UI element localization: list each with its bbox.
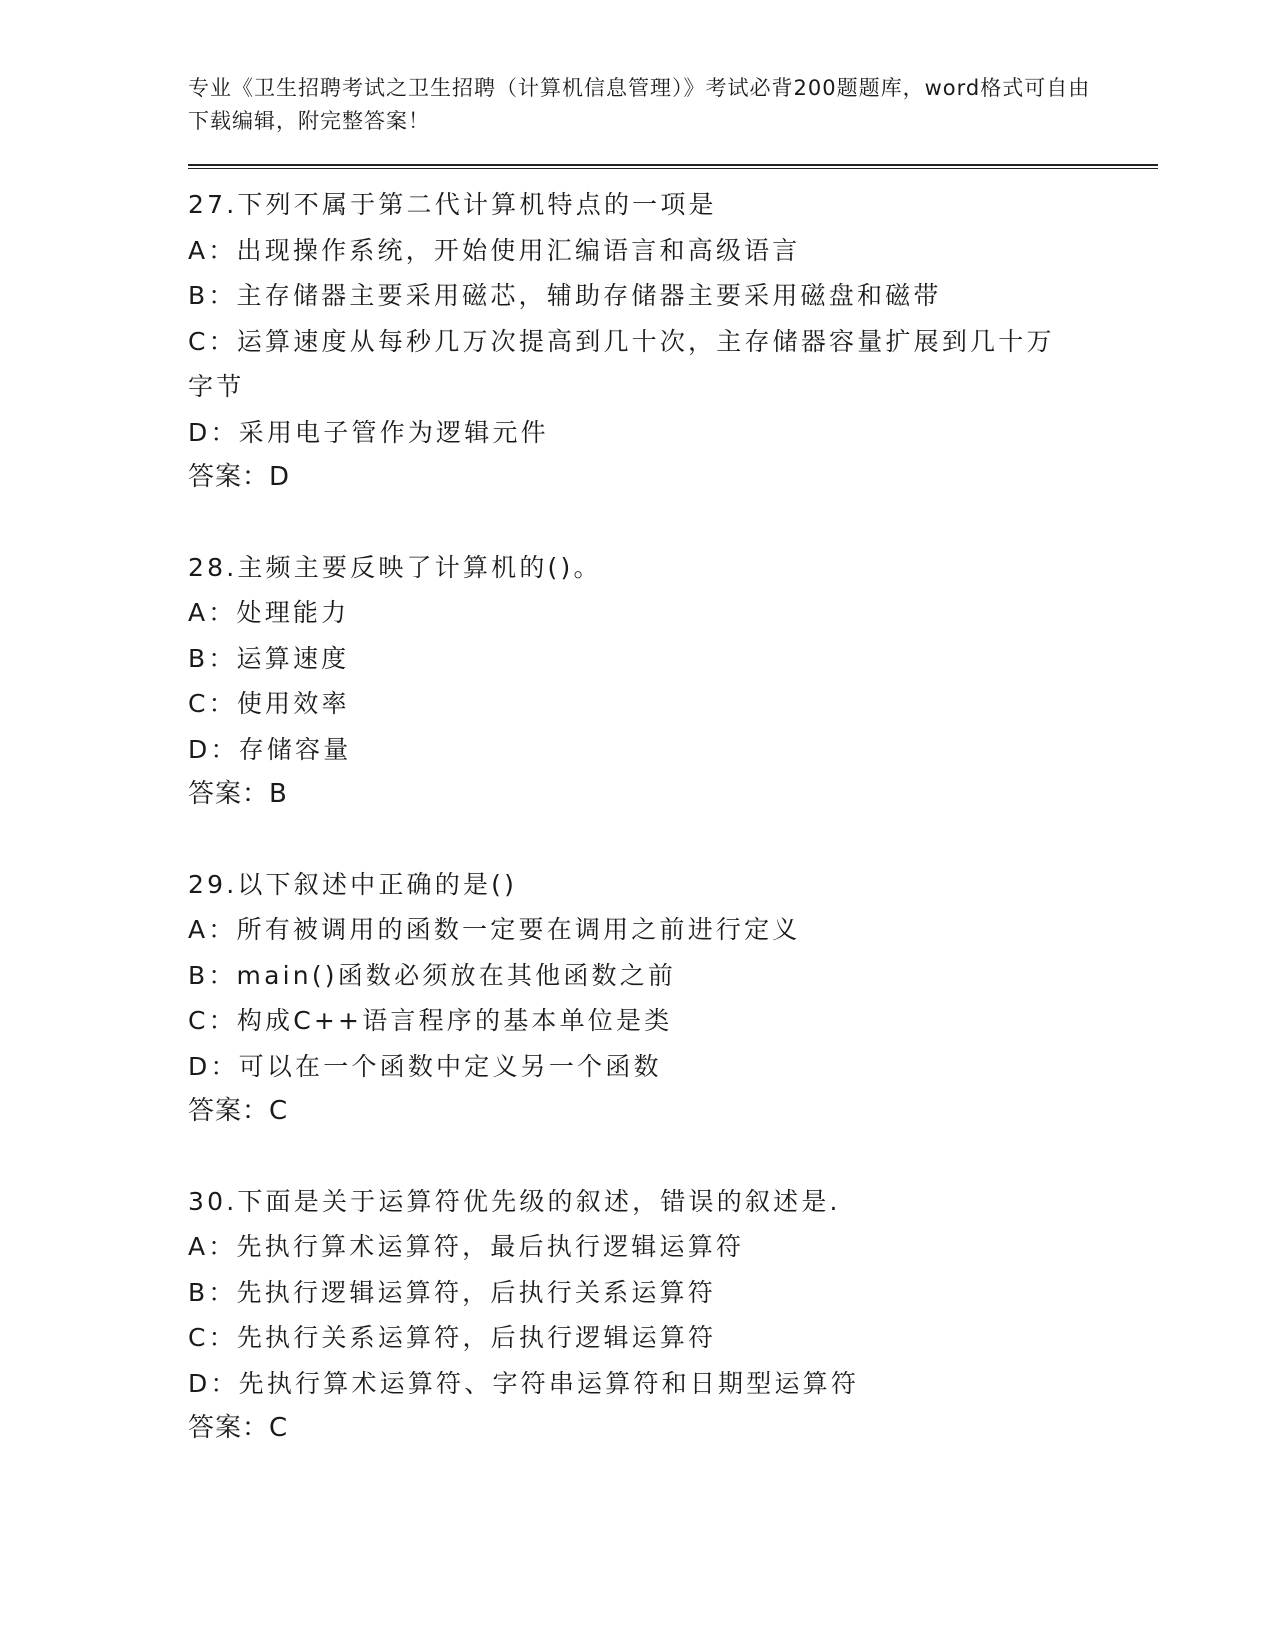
document-header: 专业《卫生招聘考试之卫生招聘（计算机信息管理）》考试必背200题题库，word格式可自由下载编辑，附完整答案！ — [188, 76, 1091, 133]
answer-label: 答案：C — [188, 1413, 289, 1443]
option-a: A：所有被调用的函数一定要在调用之前进行定义 — [188, 915, 801, 944]
option-b: B：main()函数必须放在其他函数之前 — [188, 960, 677, 990]
question-29 — [188, 862, 1158, 1135]
option-a: A：出现操作系统，开始使用汇编语言和高级语言 — [188, 235, 801, 265]
question-stem: 28.主频主要反映了计算机的()。 — [188, 552, 602, 582]
option-b: B：运算速度 — [188, 643, 350, 673]
option-c: C：构成C++语言程序的基本单位是类 — [188, 1006, 673, 1035]
question-stem: 29.以下叙述中正确的是() — [188, 869, 518, 899]
header-divider — [188, 164, 1158, 170]
option-b: B：先执行逻辑运算符，后执行关系运算符 — [188, 1277, 716, 1307]
option-d: D：可以在一个函数中定义另一个函数 — [188, 1051, 662, 1081]
option-a: A：处理能力 — [188, 598, 350, 627]
option-c: C：运算速度从每秒几万次提高到几十次，主存储器容量扩展到几十万字节 — [188, 326, 1055, 401]
divider-line-thick — [188, 164, 1158, 166]
option-a: A：先执行算术运算符，最后执行逻辑运算符 — [188, 1232, 745, 1261]
option-c: C：先执行关系运算符，后执行逻辑运算符 — [188, 1323, 717, 1352]
question-28 — [188, 545, 1158, 818]
question-stem: 30.下面是关于运算符优先级的叙述，错误的叙述是. — [188, 1186, 841, 1216]
answer-label: 答案：C — [188, 1096, 289, 1126]
question-stem: 27.下列不属于第二代计算机特点的一项是 — [188, 190, 717, 219]
option-d: D：存储容量 — [188, 734, 352, 764]
question-27 — [188, 182, 1158, 501]
document-page — [188, 72, 1158, 1496]
option-c: C：使用效率 — [188, 689, 350, 718]
answer-label: 答案：D — [188, 462, 291, 492]
question-30 — [188, 1179, 1158, 1452]
option-d: D：采用电子管作为逻辑元件 — [188, 417, 549, 447]
divider-line-thin — [188, 168, 1158, 169]
answer-label: 答案：B — [188, 779, 288, 809]
option-d: D：先执行算术运算符、字符串运算符和日期型运算符 — [188, 1368, 860, 1398]
question-list — [188, 182, 1158, 1452]
option-b: B：主存储器主要采用磁芯，辅助存储器主要采用磁盘和磁带 — [188, 281, 942, 310]
